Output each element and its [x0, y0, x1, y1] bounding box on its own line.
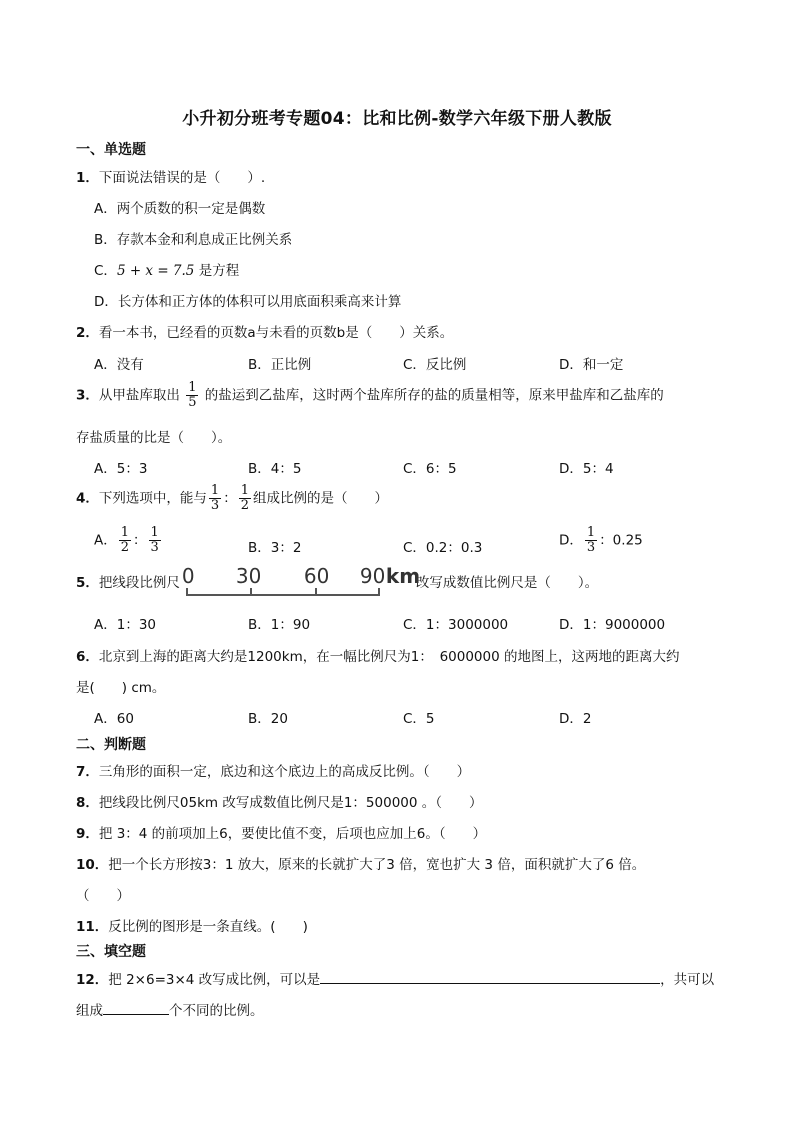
question-4 — [76, 484, 388, 513]
question-text: 把一个长方形按3：1 放大，原来的长就扩大了3 倍，宽也扩大 3 倍，面积就扩大了6 倍。 — [108, 857, 646, 873]
question-2 — [76, 321, 453, 341]
ruler-tick — [250, 588, 252, 596]
question-text: 下列选项中，能与 — [98, 490, 207, 507]
ratio-colon: ： — [223, 490, 237, 507]
page-title: 小升初分班考专题04：比和比例-数学六年级下册人教版 — [182, 109, 612, 129]
question-12 — [76, 968, 714, 988]
question-number: 11． — [76, 919, 109, 935]
question-number: 4． — [76, 490, 99, 507]
option-label: D． — [559, 532, 583, 549]
question-6-line2: 是( ) cm。 — [76, 680, 166, 696]
question-number: 1． — [76, 170, 99, 186]
q3-option-a: A．5：3 — [94, 461, 148, 477]
question-10-line2: （ ） — [76, 888, 130, 904]
question-text-cont: ，共可以 — [660, 972, 715, 988]
q5-option-b: B．1：90 — [248, 617, 311, 633]
question-text-cont: 组成比例的是（ ） — [252, 490, 388, 507]
section-heading-true-false: 二、判断题 — [76, 737, 146, 753]
q3-option-c: C．6：5 — [403, 461, 457, 477]
ruler-unit: km — [385, 564, 421, 588]
q2-option-b: B．正比例 — [248, 357, 312, 373]
ratio-colon: ： — [133, 532, 147, 549]
q6-option-a: A．60 — [94, 711, 134, 727]
question-text-cont: 的盐运到乙盐库，这时两个盐库所存的盐的质量相等，原来甲盐库和乙盐库的 — [204, 387, 664, 404]
question-6 — [76, 645, 679, 665]
question-text-cont: 个不同的比例。 — [169, 1003, 264, 1019]
question-number: 12． — [76, 972, 109, 988]
q6-option-d: D．2 — [559, 711, 592, 727]
ruler-tick — [378, 588, 380, 596]
question-text: 下面说法错误的是（ ）. — [98, 170, 266, 186]
ruler-line — [186, 594, 380, 596]
ruler-label: 0 — [181, 564, 195, 588]
question-11 — [76, 915, 308, 935]
question-1 — [76, 166, 265, 186]
q6-option-c: C．5 — [403, 711, 435, 727]
option-label: C． — [94, 263, 117, 279]
question-text: 组成 — [76, 1003, 103, 1019]
fraction: $\frac{1}{3}$ — [210, 483, 220, 513]
q4-option-b: B．3：2 — [248, 540, 302, 556]
fraction: $\frac{1}{3}$ — [150, 525, 159, 555]
question-text: 把线段比例尺05km 改写成数值比例尺是1：500000 。（ ） — [98, 795, 483, 811]
question-number: 10． — [76, 857, 109, 873]
ruler-tick — [315, 588, 317, 596]
question-text: 把 3：4 的前项加上6，要使比值不变，后项也应加上6。（ ） — [98, 826, 487, 842]
option-text: ：0.25 — [599, 532, 643, 549]
question-text-cont: 改写成数值比例尺是（ ）。 — [415, 575, 599, 591]
question-text: 反比例的图形是一条直线。( ) — [108, 919, 308, 935]
question-number: 5． — [76, 575, 99, 591]
q2-option-d: D．和一定 — [559, 357, 624, 373]
fraction: $\frac{1}{2}$ — [120, 525, 130, 555]
question-text: 把线段比例尺 — [98, 575, 180, 591]
question-8 — [76, 791, 483, 811]
question-number: 8． — [76, 795, 99, 811]
option-text: 是方程 — [194, 263, 240, 279]
q5-option-d: D．1：9000000 — [559, 617, 666, 633]
option-label: A． — [94, 532, 117, 549]
q3-option-d: D．5：4 — [559, 461, 614, 477]
question-text: 三角形的面积一定，底边和这个底边上的高成反比例。（ ） — [98, 764, 471, 780]
fraction: $\frac{1}{2}$ — [240, 483, 249, 513]
ruler-tick — [186, 588, 188, 596]
section-heading-fill-blank: 三、填空题 — [76, 944, 146, 960]
q2-option-c: C．反比例 — [403, 357, 467, 373]
question-number: 9． — [76, 826, 99, 842]
question-text: 北京到上海的距离大约是1200km，在一幅比例尺为1： 6000000 的地图上，这两地的距离大约 — [98, 649, 680, 665]
question-text: 看一本书，已经看的页数a与未看的页数b是（ ）关系。 — [98, 325, 454, 341]
q5-option-c: C．1：3000000 — [403, 617, 509, 633]
ruler-label: 30 — [235, 564, 262, 588]
q2-option-a: A．没有 — [94, 357, 144, 373]
ruler-label: 90 — [359, 564, 386, 588]
answer-blank[interactable] — [103, 1000, 169, 1015]
question-text: 从甲盐库取出 — [98, 387, 180, 404]
q4-option-d — [559, 526, 643, 555]
question-text: 把 2×6=3×4 改写成比例，可以是 — [108, 972, 321, 988]
q6-option-b: B．20 — [248, 711, 288, 727]
question-12-line2 — [76, 999, 264, 1019]
fraction: $\frac{1}{3}$ — [586, 525, 596, 555]
question-3 — [76, 381, 664, 410]
fraction: $\frac{1}{5}$ — [188, 380, 197, 410]
q1-option-d: D．长方体和正方体的体积可以用底面积乘高来计算 — [94, 294, 402, 310]
question-9 — [76, 822, 486, 842]
ruler-label: 60 — [303, 564, 330, 588]
question-number: 2． — [76, 325, 99, 341]
question-number: 7． — [76, 764, 99, 780]
q1-option-a: A．两个质数的积一定是偶数 — [94, 201, 266, 217]
q5-option-a: A．1：30 — [94, 617, 157, 633]
equation: 5 + x = 7.5 — [116, 263, 195, 279]
q1-option-b: B．存款本金和利息成正比例关系 — [94, 232, 293, 248]
question-10 — [76, 853, 645, 873]
question-3-line2: 存盐质量的比是（ ）。 — [76, 430, 232, 446]
question-number: 3． — [76, 387, 99, 404]
section-heading-single-choice: 一、单选题 — [76, 142, 146, 158]
q1-option-c — [94, 259, 239, 279]
line-scale-ruler — [181, 564, 421, 600]
answer-blank[interactable] — [320, 969, 660, 984]
question-7 — [76, 760, 470, 780]
q4-option-c: C．0.2：0.3 — [403, 540, 483, 556]
question-5 — [76, 566, 598, 600]
q3-option-b: B．4：5 — [248, 461, 302, 477]
q4-option-a — [94, 526, 163, 555]
question-number: 6． — [76, 649, 99, 665]
